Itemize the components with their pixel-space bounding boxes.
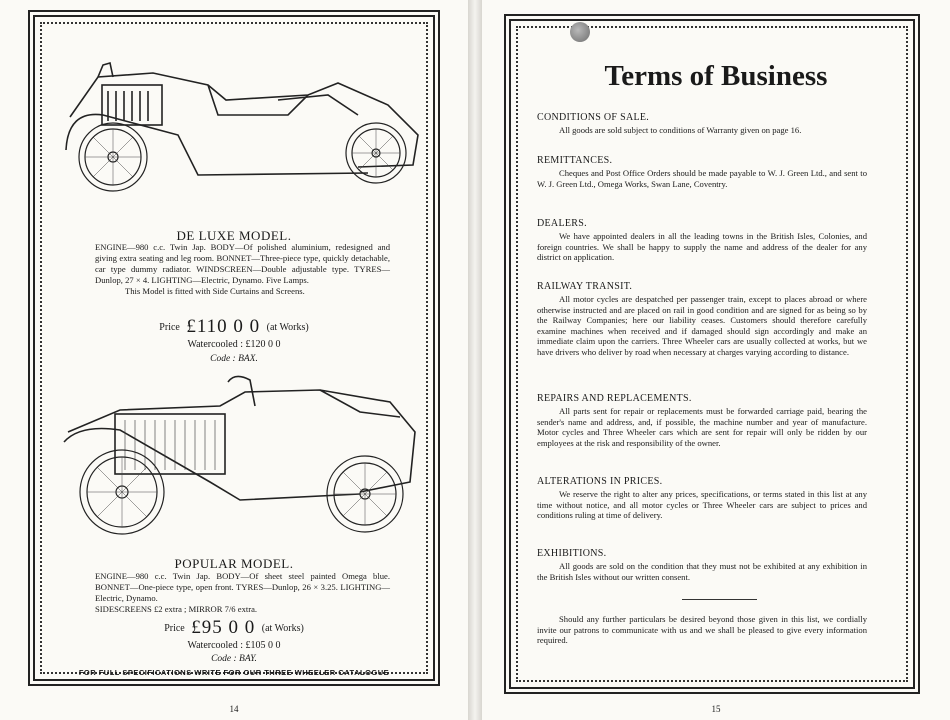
left-page xyxy=(0,0,468,720)
closing-paragraph xyxy=(537,614,867,646)
section-heading: REPAIRS AND REPLACEMENTS. xyxy=(537,393,692,404)
section-remittances xyxy=(537,155,867,189)
book-gutter xyxy=(468,0,482,720)
price-label: Price xyxy=(159,322,180,333)
popular-price-value: £95 0 0 xyxy=(191,617,256,638)
section-body: All goods are sold on the condition that they must not be exhibited at any exhibition in the British Isles without our written consent. xyxy=(537,561,867,582)
section-body: All motor cycles are despatched per passenger train, except to places abroad or where otherwise instructed and are placed on rail in good condition and are signed for as being so by the Railway Companies; here our liability ceases. Customers should therefore carefully examine machines when received and if damaged should sign accordingly and make an immediate claim upon the carriers. Three Wheeler cars are usually collected at works, but we have drivers who deliver by road when necessary at charges varying according to distance. xyxy=(537,294,867,357)
catalogue-footer-note: FOR FULL SPECIFICATIONS WRITE FOR OUR THREE WHEELER CATALOGUE xyxy=(78,668,390,677)
section-heading: DEALERS. xyxy=(537,218,587,229)
section-heading: CONDITIONS OF SALE. xyxy=(537,112,650,123)
closing-text: Should any further particulars be desired beyond those given in this list, we cordially invite our patrons to communicate with us and we shall be pleased to give every information required. xyxy=(537,614,867,645)
section-alterations xyxy=(537,476,867,521)
deluxe-price-value: £110 0 0 xyxy=(186,316,261,337)
section-body: All parts sent for repair or replacements must be forwarded carriage paid, bearing the sender's name and address, and, if possible, the machine number and year of manufacture. Motor cycles and Three Wheeler cars which are sent for repair will only be ridden by our employees at the risk and responsibility of the owner. xyxy=(537,406,867,448)
section-heading: RAILWAY TRANSIT. xyxy=(537,281,633,292)
deluxe-spec-note: This Model is fitted with Side Curtains and Screens. xyxy=(125,286,305,296)
section-dealers xyxy=(537,218,867,263)
price-note: (at Works) xyxy=(261,623,304,634)
price-label: Price xyxy=(164,623,185,634)
section-body: We reserve the right to alter any prices, specifications, or terms stated in this list at any time without notice, and all motor cycles or Three Wheeler cars are subject to prices and conditions ruling at time of delivery. xyxy=(537,489,867,520)
section-heading: ALTERATIONS IN PRICES. xyxy=(537,476,663,487)
deluxe-price-line xyxy=(0,316,468,338)
popular-watercooled: Watercooled : £105 0 0 xyxy=(187,640,281,651)
page-number-left: 14 xyxy=(229,704,239,714)
punch-hole xyxy=(570,22,590,42)
popular-car-illustration xyxy=(60,372,420,547)
section-body: All goods are sold subject to conditions of Warranty given on page 16. xyxy=(559,125,802,135)
deluxe-watercooled: Watercooled : £120 0 0 xyxy=(187,339,281,350)
popular-spec-text: ENGINE—980 c.c. Twin Jap. BODY—Of sheet steel painted Omega blue. BONNET—One-piece type, open front. TYRES—Dunlop, 26 × 3.25. LIGHTING—Electric, Dynamo. xyxy=(95,571,390,603)
section-conditions xyxy=(537,112,867,136)
deluxe-code: Code : BAX. xyxy=(210,354,258,364)
section-body: We have appointed dealers in all the leading towns in the British Isles, Colonies, and foreign countries. We shall be happy to supply the name and address of the dealer for any district on application. xyxy=(537,231,867,262)
deluxe-model-title: DE LUXE MODEL. xyxy=(176,228,292,243)
section-exhibitions xyxy=(537,548,867,582)
terms-title: Terms of Business xyxy=(604,60,828,92)
page-number-right: 15 xyxy=(711,704,721,714)
popular-spec xyxy=(95,571,390,615)
deluxe-spec xyxy=(95,242,390,297)
popular-model-title: POPULAR MODEL. xyxy=(174,556,294,571)
section-repairs xyxy=(537,393,867,448)
divider-rule xyxy=(682,599,757,600)
section-heading: EXHIBITIONS. xyxy=(537,548,607,559)
section-body: Cheques and Post Office Orders should be made payable to W. J. Green Ltd., and sent to W. J. Green Ltd., Omega Works, Swan Lane, Coventry. xyxy=(537,168,867,189)
deluxe-car-illustration xyxy=(58,55,433,195)
popular-spec-extras: SIDESCREENS £2 extra ; MIRROR 7/6 extra. xyxy=(95,604,258,614)
deluxe-spec-text: ENGINE—980 c.c. Twin Jap. BODY—Of polished aluminium, redesigned and giving extra seating and leg room. BONNET—Three-piece type, quickly detachable, car type dummy radiator. WINDSCREEN—Double adjustable type. TYRES—Dunlop, 27 × 4. LIGHTING—Electric, Dynamo. Five Lamps. xyxy=(95,242,390,285)
section-heading: REMITTANCES. xyxy=(537,155,613,166)
popular-price-line xyxy=(0,617,468,639)
right-page xyxy=(482,0,950,720)
price-note: (at Works) xyxy=(266,322,309,333)
popular-code: Code : BAY. xyxy=(211,654,257,664)
section-railway-transit xyxy=(537,281,867,357)
